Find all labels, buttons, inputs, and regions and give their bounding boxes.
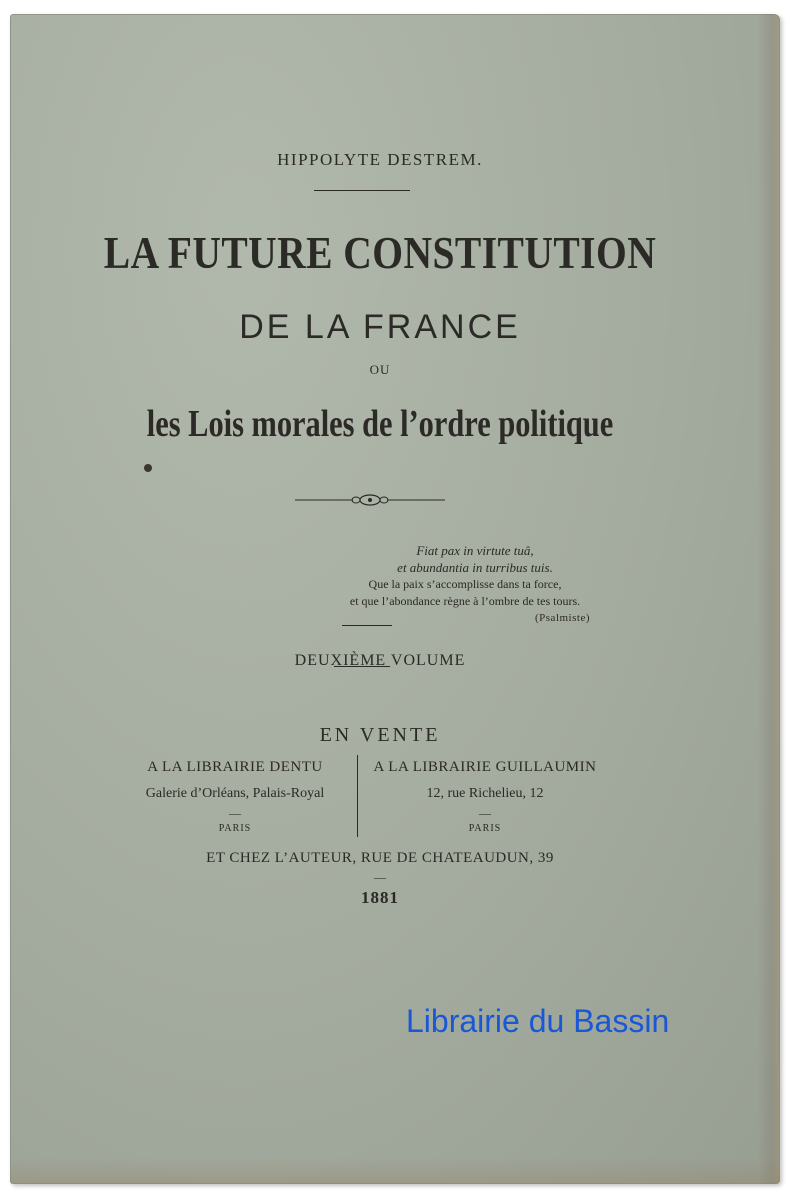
cover-bottom-wear (10, 1158, 780, 1184)
sale-heading: EN VENTE (319, 724, 441, 746)
publisher-right-address: 12, rue Richelieu, 12 (426, 786, 544, 801)
author-rule (314, 190, 410, 191)
watermark-text: Librairie du Bassin (406, 1003, 670, 1039)
publisher-right (360, 759, 610, 834)
ornament-divider (295, 492, 445, 508)
subtitle: les Lois morales de l’ordre politique (146, 403, 614, 445)
title-line-2: DE LA FRANCE (239, 308, 521, 346)
author-address: ET CHEZ L’AUTEUR, RUE DE CHATEAUDUN, 39 (206, 850, 554, 866)
volume-rule-bottom (334, 666, 390, 667)
cover-edge-wear (758, 14, 780, 1184)
title-line-1: LA FUTURE CONSTITUTION (103, 227, 657, 278)
publisher-right-dash: — (479, 806, 491, 820)
epigraph-latin-line-1: Fiat pax in virtute tuâ, (416, 543, 534, 558)
publisher-left-dash: — (229, 806, 241, 820)
volume-rule-top (342, 625, 392, 626)
epigraph-latin-line-2: et abundantia in turribus tuis. (397, 560, 553, 575)
year-dash: — (374, 870, 386, 884)
publisher-right-city: PARIS (468, 823, 502, 834)
epigraph-french-line-2: et que l’abondance règne à l’ombre de tes tours. (349, 594, 581, 608)
publisher-left (110, 759, 360, 834)
publisher-separator (357, 755, 358, 837)
epigraph (320, 542, 610, 627)
ink-spot (144, 464, 152, 472)
publication-year: 1881 (361, 888, 399, 907)
author-name: HIPPOLYTE DESTREM. (277, 150, 483, 169)
publisher-left-address: Galerie d’Orléans, Palais-Royal (145, 786, 325, 801)
epigraph-source: (Psalmiste) (535, 612, 590, 624)
volume-label: DEUXIÈME VOLUME (294, 652, 466, 669)
publisher-left-city: PARIS (218, 823, 252, 834)
publisher-left-name: A LA LIBRAIRIE DENTU (147, 759, 323, 775)
title-connector: OU (369, 362, 391, 377)
epigraph-french-line-1: Que la paix s’accomplisse dans ta force, (368, 577, 562, 591)
publisher-right-name: A LA LIBRAIRIE GUILLAUMIN (373, 759, 597, 775)
